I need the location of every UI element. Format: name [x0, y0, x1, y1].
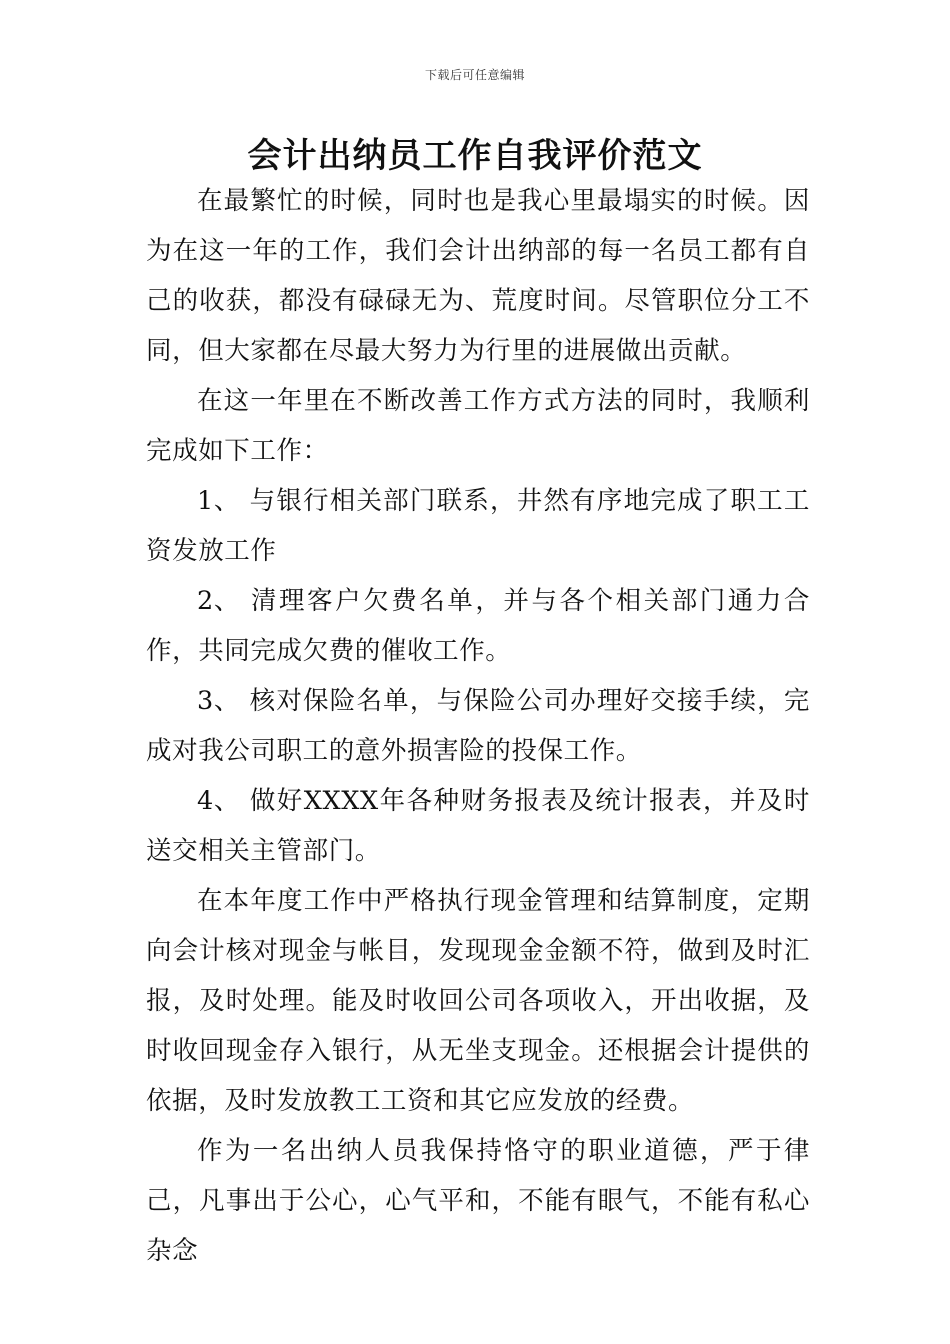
- header-note: 下载后可任意编辑: [424, 68, 525, 82]
- paragraph-ethics: 作为一名出纳人员我保持恪守的职业道德，严于律己，凡事出于公心，心气平和，不能有眼气，不能有私心杂念: [146, 1136, 810, 1266]
- list-item-text: 核对保险名单，与保险公司办理好交接手续，完成对我公司职工的意外损害险的投保工作。: [146, 686, 810, 766]
- list-item-number: 2、: [197, 586, 240, 616]
- paragraph-cash-management: 在本年度工作中严格执行现金管理和结算制度，定期向会计核对现金与帐目，发现现金金额不符，做到及时汇报，及时处理。能及时收回公司各项收入，开出收据，及时收回现金存入银行，从无坐支现金。还根据会计提供的依据，及时发放教工工资和其它应发放的经费。: [146, 886, 810, 1116]
- list-item: [146, 676, 810, 776]
- list-item: [146, 776, 810, 876]
- list-item-text: 与银行相关部门联系，井然有序地完成了职工工资发放工作: [146, 486, 810, 566]
- list-item-number: 3、: [197, 686, 240, 716]
- paragraph-work-summary: 在这一年里在不断改善工作方式方法的同时，我顺利完成如下工作：: [146, 386, 810, 466]
- list-item-number: 1、: [197, 486, 240, 516]
- paragraph-intro: 在最繁忙的时候，同时也是我心里最塌实的时候。因为在这一年的工作，我们会计出纳部的每一名员工都有自己的收获，都没有碌碌无为、荒度时间。尽管职位分工不同，但大家都在尽最大努力为行里的进展做出贡献。: [146, 186, 810, 366]
- list-item: [146, 576, 810, 676]
- list-item-text: 做好XXXX年各种财务报表及统计报表，并及时送交相关主管部门。: [146, 786, 810, 866]
- document-title: 会计出纳员工作自我评价范文: [247, 136, 703, 176]
- document-body: [146, 176, 810, 1276]
- list-item: [146, 476, 810, 576]
- list-item-number: 4、: [197, 786, 240, 816]
- list-item-text: 清理客户欠费名单，并与各个相关部门通力合作，共同完成欠费的催收工作。: [146, 586, 810, 666]
